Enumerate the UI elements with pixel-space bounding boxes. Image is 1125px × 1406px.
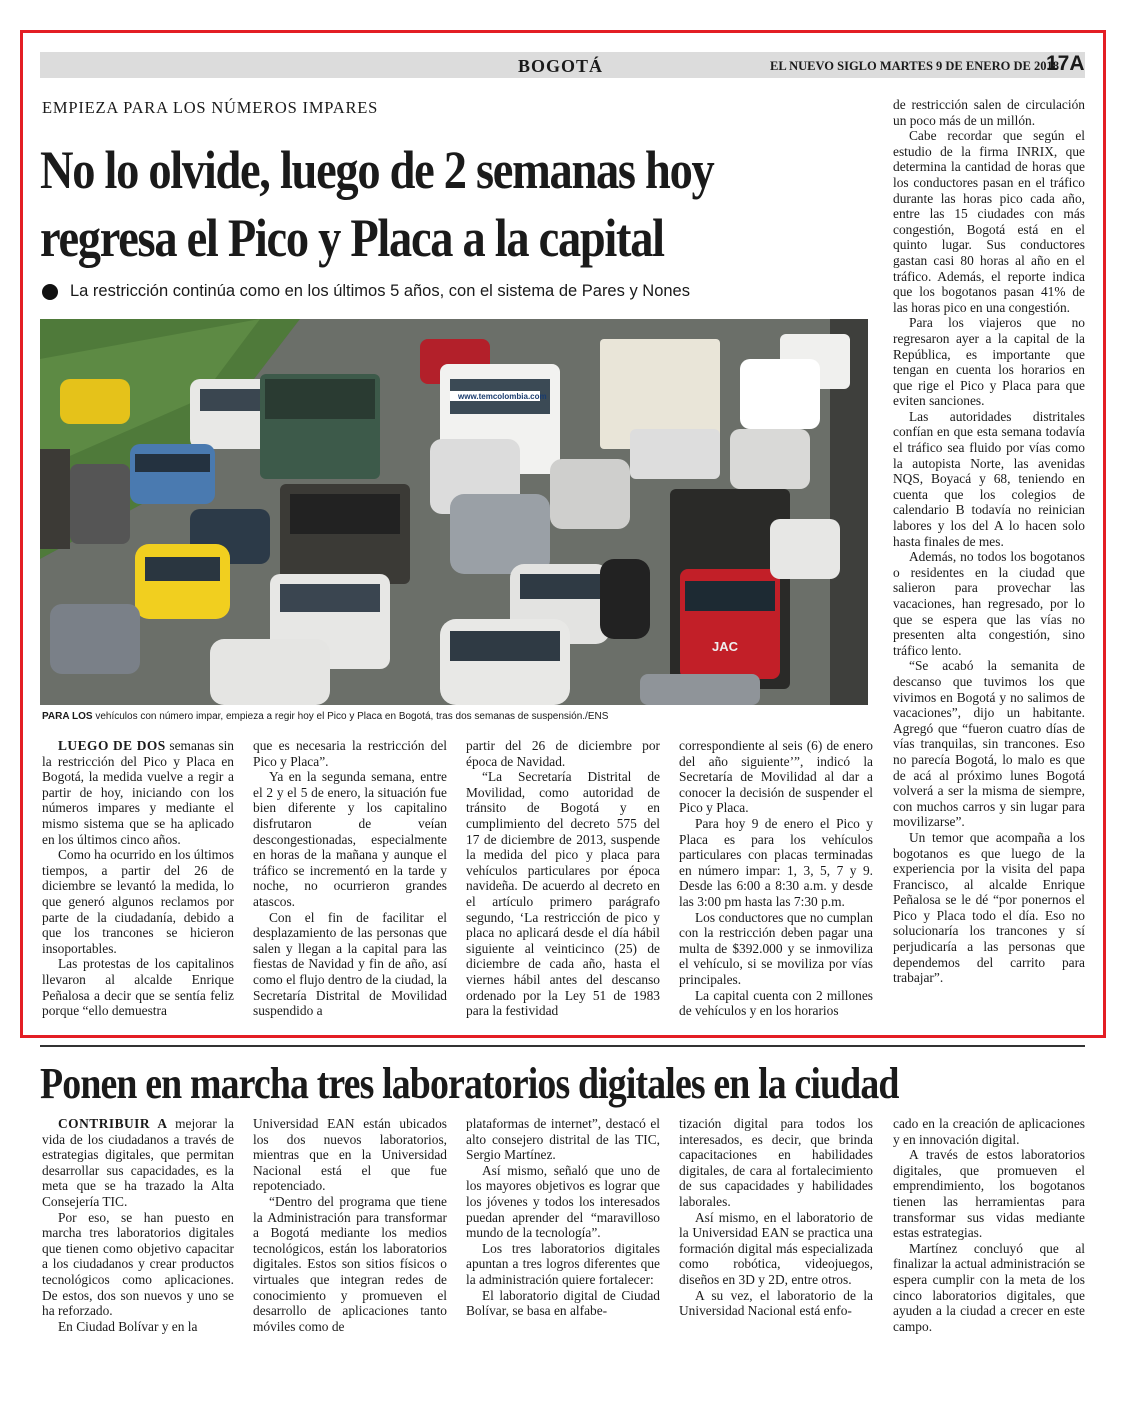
article1-col1-p1-text: semanas sin la restricción del Pico y Placa en Bogotá, la medida vuelve a regir a partir de hoy, iniciando con los números impares y mediante el mismo sistema que se ha aplicado en los últimos cinco años. [42, 738, 234, 847]
article2-col1-p2: Por eso, se han puesto en marcha tres laboratorios digitales que tienen como objetivo capacitar a los ciudadanos y crear productos tecnológicos como aplicaciones. De estos, dos son nuevos y uno se ha reforzado. [42, 1209, 234, 1319]
article1-col4-p3: Los conductores que no cumplan con la restricción deben pagar una multa de $392.000 y se inmoviliza el vehículo, si se moviliza por vías principales. [679, 909, 873, 987]
article2-col1-p1-text: mejorar la vida de los ciudadanos a través de estrategias digitales, que permitan desarrollar sus capacidades, es la meta que se ha trazado la Alta Consejería TIC. [42, 1116, 234, 1209]
article1-column-1 [42, 738, 234, 1019]
article1-col2-p3: Con el fin de facilitar el desplazamiento de las personas que salen y llegan a la capital para las fiestas de Navidad y fin de año, así como el flujo dentro de la ciudad, la Secretaría Distrital de Movilidad suspendido a [253, 909, 447, 1019]
article1-col4-p2: Para hoy 9 de enero el Pico y Placa es para los vehículos particulares con placas terminadas en número impar: 1, 3, 5, 7 y 9. Desde las 6:00 a 8:30 a.m. y desde las 3:00 pm hasta las 7:30 p.m. [679, 815, 873, 909]
article1-col5-p6: “Se acabó la semanita de descanso que tuvimos los que vivimos en Bogotá y no salimos de vacaciones”, dijo un habitante. Agregó que “fueron cuatro días de vías tranquilas, sin trancones. Eso no parecía Bogotá, lo malo es que de acá al próximo lunes Bogotá volverá a ser la misma de siempre, con muchos carros y sin lugar para movilizarse”. [893, 658, 1085, 830]
article1-col4-p1: correspondiente al seis (6) de enero del año siguiente’”, indicó la Secretaría de Movilidad al dar a conocer la decisión de suspender el Pico y Placa. [679, 738, 873, 816]
article1-column-5 [893, 97, 1085, 986]
article2-headline: Ponen en marcha tres laboratorios digitales en la ciudad [40, 1059, 899, 1108]
traffic-photo-illustration [40, 319, 868, 705]
article2-col1-p3: En Ciudad Bolívar y en la [58, 1318, 198, 1334]
bus-sign: www.temcolombia.com [458, 392, 547, 401]
article2-col4-p3: A su vez, el laboratorio de la Universidad Nacional está enfo- [679, 1287, 873, 1319]
article1-col5-p3: Para los viajeros que no regresaron ayer a la capital de la República, es importante que tengan en cuenta los horarios en que rige el Pico y Placa para que eviten sanciones. [893, 315, 1085, 409]
article2-col5-p1: cado en la creación de aplicaciones y en innovación digital. [893, 1116, 1085, 1147]
article-deck [42, 282, 690, 301]
article1-col2-p1: que es necesaria la restricción del Pico y Placa”. [253, 738, 447, 769]
article2-col1-p1 [42, 1116, 234, 1210]
article1-col2-p2: Ya en la segunda semana, entre el 2 y el 5 de enero, la situación fue bien diferente y los capitalino disfrutaron de veían descongestionadas, especialmente en horas de la mañana y aunque el tráfico se incrementó en la tarde y noche, no ocurrieron grandes atascos. [253, 769, 447, 909]
article-headline [40, 136, 771, 272]
article2-col2-p1: Universidad EAN están ubicados los dos nuevos laboratorios, mientras que en la Universidad Nacional está el que fue repotenciado. [253, 1116, 447, 1194]
article1-column-3 [466, 738, 660, 1019]
article1-col1-p2: Como ha ocurrido en los últimos tiempos, a partir del 26 de diciembre se levantó la medida, lo que generó algunos reclamos por parte de la ciudadanía, debido a que los trancones se hicieron insoportables. [42, 847, 234, 956]
article2-col4-p2: Así mismo, en el laboratorio de la Universidad EAN se practica una formación digital más especializada como robótica, videojuegos, diseños en 3D y 2D, entre otros. [679, 1209, 873, 1287]
article1-col1-p3: Las protestas de los capitalinos llevaron al alcalde Enrique Peñalosa a decir que se sentía feliz porque “ello demuestra [42, 956, 234, 1019]
article1-col5-p7: Un temor que acompaña a los bogotanos es que luego de la experiencia por la visita del papa Francisco, al alcalde Enrique Peñalosa se le dé “por ponernos el Pico y Placa todo el día. Eso no solucionaría los trancones y sí perjudicaría a las personas que dependemos del carrito para trabajar”. [893, 829, 1085, 986]
article2-column-4 [679, 1116, 873, 1319]
article2-column-1 [42, 1116, 234, 1334]
article2-col3-p4: El laboratorio digital de Ciudad Bolívar, se basa en alfabe- [466, 1287, 660, 1319]
traffic-photo [40, 319, 868, 705]
article2-col4-p1: tización digital para todos los interesados, es decir, que brinda capacitaciones en habilidades digitales, de cara al fortalecimiento de sus capacidades y habilidades laborales. [679, 1116, 873, 1209]
article2-column-5 [893, 1116, 1085, 1334]
article2-col5-p2: A través de estos laboratorios digitales, que promueven el emprendimiento, los bogotanos tienen las herramientas para transformar sus vidas mediante estas estrategias. [893, 1147, 1085, 1241]
paper-date: EL NUEVO SIGLO MARTES 9 DE ENERO DE 2018 [770, 59, 1059, 73]
page-number: 17A [1046, 52, 1085, 75]
deck-text: La restricción continúa como en los últimos 5 años, con el sistema de Pares y Nones [70, 282, 690, 300]
article1-col1-p1 [42, 738, 234, 847]
lead-words: LUEGO DE DOS [58, 738, 166, 753]
article1-col4-p4: La capital cuenta con 2 millones de vehículos y en los horarios [679, 987, 873, 1019]
article2-col2-p2: “Dentro del programa que tiene la Administración para transformar a Bogotá mediante los medios tecnológicos, están los laboratorios digitales. Estos son sitios físicos o virtuales que integran redes de conocimiento y promueven el desarrollo de aplicaciones tanto móviles como de [253, 1193, 447, 1334]
article1-column-2 [253, 738, 447, 1019]
truck-sign: JAC [712, 639, 739, 654]
bullet-icon [42, 284, 58, 300]
headline-line-2: regresa el Pico y Placa a la capital [40, 208, 664, 268]
caption-text: vehículos con número impar, empieza a regir hoy el Pico y Placa en Bogotá, tras dos semanas de suspensión./ENS [92, 711, 609, 722]
article-kicker: EMPIEZA PARA LOS NÚMEROS IMPARES [42, 98, 379, 117]
article2-col3-p2: Así mismo, señaló que uno de los mayores objetivos es lograr que los jóvenes y todos los interesados puedan aprender del “maravilloso mundo de la tecnología”. [466, 1162, 660, 1241]
article1-col3-p2: “La Secretaría Distrital de Movilidad, como autoridad de tránsito de Bogotá y en cumplimiento del decreto 575 del 17 de diciembre de 2013, suspende la medida del pico y placa para vehículos particulares por época navideña. De acuerdo al decreto en el artículo primero parágrafo segundo, ‘La restricción de pico y placa no aplicará desde el día hábil siguiente al veinticinco (25) de diciembre de cada año, hasta el viernes hábil antes del descanso ordenado por la Ley 51 de 1983 para la festividad [466, 769, 660, 1019]
headline-line-1: No lo olvide, luego de 2 semanas hoy [40, 140, 714, 200]
article1-col3-p1: partir del 26 de diciembre por época de Navidad. [466, 738, 660, 769]
article2-column-3 [466, 1116, 660, 1319]
article1-col5-p4: Las autoridades distritales confían en que esta semana todavía el tráfico sea fluido por vías como la autopista Norte, las avenidas NQS, Boyacá y 68, teniendo en cuenta que los colegios de calendario B todavía no reinician labores y los del A lo hacen solo hasta finales de mes. [893, 408, 1085, 549]
article1-col5-p5: Además, no todos los bogotanos o residentes en la ciudad que salieron para provechar las vacaciones, han regresado, por lo que se espera que las vías no presenten alta congestión, sino tráfico lento. [893, 549, 1085, 658]
caption-lead: PARA LOS [42, 711, 93, 722]
article-divider [40, 1045, 1085, 1047]
lead-words: CONTRIBUIR A [58, 1116, 168, 1131]
article1-column-4 [679, 738, 873, 1019]
article2-column-2 [253, 1116, 447, 1334]
article2-col3-p1: plataformas de internet”, destacó el alto consejero distrital de las TIC, Sergio Martínez. [466, 1116, 660, 1163]
article1-col5-p2: Cabe recordar que según el estudio de la firma INRIX, que determina la cantidad de horas que los conductores pasan en el tráfico durante las horas pico cada año, entre las 15 ciudades con más congestión, Bogotá está en el quinto lugar. Sus conductores gastan casi 80 horas al año en el tráfico. Además, el reporte indica que los bogotanos pasan 41% de las horas pico en una congestión. [893, 128, 1085, 315]
article2-col5-p3: Martínez concluyó que al finalizar la actual administración se espera cumplir con la meta de los cinco laboratorios digitales, que ayuden a la ciudad a crecer en este campo. [893, 1240, 1085, 1334]
photo-caption [42, 711, 608, 722]
section-name: BOGOTÁ [518, 56, 604, 76]
article2-col3-p3: Los tres laboratorios digitales apuntan a tres logros diferentes que la administración quiere fortalecer: [466, 1240, 660, 1287]
article1-col5-p1: de restricción salen de circulación un poco más de un millón. [893, 97, 1085, 128]
